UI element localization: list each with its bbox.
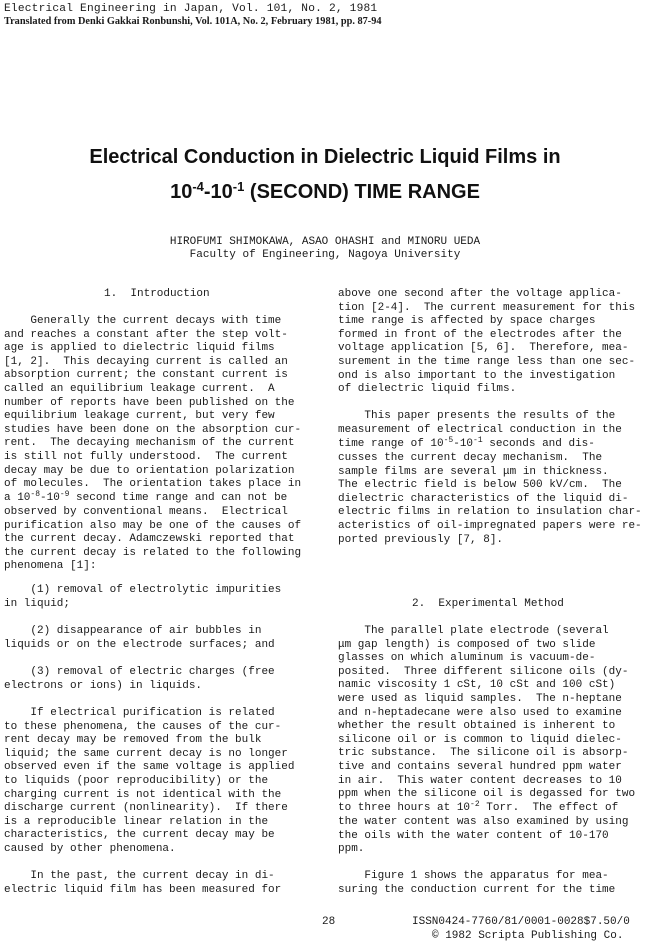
section1-para3	[4, 870, 314, 897]
text-line: studies have been done on the absorption cur-	[4, 423, 302, 436]
text-line: is still not fully understood. The current	[4, 450, 288, 463]
text-line: tric substance. The silicone oil is absorp-	[338, 747, 629, 760]
text-line: purification also may be one of the causes of	[4, 519, 302, 532]
text-line: equilibrium leakage current, but very few	[4, 410, 275, 423]
text-line: the oils with the water content of 10-170	[338, 829, 609, 842]
text-line: the current decay. Adamczewski reported that	[4, 533, 295, 546]
section1-item1	[4, 584, 314, 611]
exp-line-c: second time range and can not be	[69, 492, 288, 504]
text-line: tion [2-4]. The current measurement for this	[338, 301, 636, 314]
text-line: rent. The decaying mechanism of the current	[4, 437, 295, 450]
section2-para1b	[338, 816, 648, 857]
text-line: caused by other phenomena.	[4, 842, 176, 855]
right-exp-line	[338, 438, 648, 452]
right-para2-rest	[338, 452, 648, 547]
section2-para1	[338, 625, 648, 802]
text-line: namic viscosity 1 cSt, 10 cSt and 100 cSt)	[338, 679, 616, 692]
title-exp-2: -1	[232, 179, 245, 194]
text-line: ond is also important to the investigation	[338, 369, 616, 382]
journal-header-line1: Electrical Engineering in Japan, Vol. 101, No. 2, 1981	[4, 3, 378, 15]
section1-item2	[4, 625, 314, 652]
exp-line-a: a 10	[4, 492, 31, 504]
exp-line-c: seconds and dis-	[482, 438, 595, 450]
text-line: time range is affected by space charges	[338, 315, 596, 328]
text-line: and n-heptadecane were also used to examine	[338, 706, 622, 719]
section2-heading: 2. Experimental Method	[412, 598, 564, 610]
paper-title-line1: Electrical Conduction in Dielectric Liquid Films in	[89, 146, 561, 168]
text-line: called an equilibrium leakage current. A	[4, 382, 275, 395]
text-line: in air. This water content decreases to 10	[338, 774, 622, 787]
text-line: characteristics, the current decay may be	[4, 829, 275, 842]
text-line: were used as liquid samples. The n-heptane	[338, 692, 622, 705]
exp-line-e1: -2	[470, 800, 480, 809]
authors: HIROFUMI SHIMOKAWA, ASAO OHASHI and MINORU UEDA	[169, 236, 481, 248]
text-line: number of reports have been published on the	[4, 396, 295, 409]
text-line: If electrical purification is related	[4, 707, 275, 719]
text-line: (3) removal of electric charges (free	[4, 666, 275, 678]
text-line: tive and contains several hundred ppm water	[338, 760, 622, 773]
text-line: dielectric characteristics of the liquid di-	[338, 492, 629, 505]
text-line: glasses on which aluminum is vacuum-de-	[338, 652, 596, 665]
text-line: [1, 2]. This decaying current is called an	[4, 355, 288, 368]
text-line: absorption current; the constant current is	[4, 369, 288, 382]
section1-para2	[4, 707, 314, 857]
section1-exp-line	[4, 492, 314, 506]
exp-line-e1: -8	[30, 490, 41, 499]
text-line: formed in front of the electrodes after the	[338, 328, 622, 341]
exp-line-e2: -9	[59, 490, 70, 499]
text-line: and reaches a constant after the step volt-	[4, 328, 288, 341]
text-line: the current decay is related to the following	[4, 546, 302, 559]
section2-para2	[338, 870, 648, 897]
section1-heading: 1. Introduction	[104, 288, 210, 300]
text-line: ppm.	[338, 843, 365, 856]
text-line: liquid; the same current decay is no longer	[4, 747, 288, 760]
text-line: rent decay may be removed from the bulk	[4, 734, 262, 747]
text-line: charging current is not identical with the	[4, 788, 282, 801]
text-line: in liquid;	[4, 597, 71, 610]
text-line: discharge current (nonlinearity). If there	[4, 802, 288, 815]
title-exp-1: -4	[192, 179, 204, 194]
title-rest: (SECOND) TIME RANGE	[244, 181, 480, 203]
text-line: of dielectric liquid films.	[338, 383, 517, 396]
text-line: age is applied to dielectric liquid films	[4, 342, 275, 355]
text-line: The electric field is below 500 kV/cm. The	[338, 479, 622, 492]
right-para2-second: measurement of electrical conduction in the	[338, 424, 622, 436]
text-line: μm gap length) is composed of two slide	[338, 638, 596, 651]
text-line: surement in the time range less than one sec-	[338, 355, 636, 368]
text-line: electric liquid film has been measured for	[4, 883, 282, 896]
text-line: (2) disappearance of air bubbles in	[4, 625, 262, 637]
text-line: (1) removal of electrolytic impurities	[4, 584, 282, 596]
text-line: In the past, the current decay in di-	[4, 870, 275, 882]
copyright: © 1982 Scripta Publishing Co.	[432, 930, 624, 942]
text-line: The parallel plate electrode (several	[338, 625, 609, 637]
section1-para1	[4, 315, 314, 492]
text-line: suring the conduction current for the time	[338, 883, 616, 896]
text-line: posited. Three different silicone oils (dy-	[338, 665, 629, 678]
text-line: liquids or on the electrode surfaces; and	[4, 638, 275, 651]
exp-line-b: -10	[40, 492, 60, 504]
title-base-2: -10	[203, 181, 233, 203]
issn: ISSN0424-7760/81/0001-0028$7.50/0	[412, 916, 630, 928]
journal-header-line2: Translated from Denki Gakkai Ronbunshi, Vol. 101A, No. 2, February 1981, pp. 87-94	[4, 16, 382, 27]
text-line: to liquids (poor reproducibility) or the	[4, 774, 269, 787]
text-line: ported previously [7, 8].	[338, 533, 504, 546]
text-line: the water content was also examined by using	[338, 816, 629, 828]
text-line: Generally the current decays with time	[4, 315, 282, 327]
text-line: above one second after the voltage applica-	[338, 288, 622, 300]
text-line: phenomena [1]:	[4, 560, 97, 573]
text-line: voltage application [5, 6]. Therefore, mea-	[338, 342, 629, 355]
text-line: electric films in relation to insulation char-	[338, 506, 642, 519]
exp-line-e2: -1	[473, 436, 483, 445]
page-number: 28	[322, 916, 336, 928]
text-line: is a reproducible linear relation in the	[4, 815, 269, 828]
title-base-1: 10	[170, 181, 193, 203]
exp-line-e1: -5	[443, 436, 454, 445]
text-line: cusses the current decay mechanism. The	[338, 452, 603, 464]
text-line: silicone oil or is common to liquid dielec-	[338, 733, 622, 746]
text-line: acteristics of oil-impregnated papers were re-	[338, 519, 642, 532]
text-line: of molecules. The orientation takes place in	[4, 478, 302, 491]
right-para2-first: This paper presents the results of the	[338, 410, 616, 422]
right-para1	[338, 288, 648, 397]
paper-title-line2	[0, 181, 650, 204]
text-line: decay may be due to orientation polarization	[4, 464, 295, 477]
exp-line-a: time range of 10	[338, 438, 444, 450]
text-line: Figure 1 shows the apparatus for mea-	[338, 870, 609, 882]
exp-line-b: Torr. The effect of	[479, 802, 619, 814]
exp-line-b: -10	[453, 438, 474, 450]
section2-exp-line	[338, 802, 648, 816]
affiliation: Faculty of Engineering, Nagoya University	[189, 249, 461, 261]
text-line: observed by conventional means. Electrical	[4, 506, 288, 518]
section1-para1b	[4, 506, 314, 574]
text-line: to these phenomena, the causes of the cur-	[4, 720, 282, 733]
text-line: ppm when the silicone oil is degassed for two	[338, 788, 636, 801]
exp-line-a: to three hours at 10	[338, 802, 471, 814]
text-line: electrons or ions) in liquids.	[4, 679, 203, 692]
text-line: whether the result obtained is inherent to	[338, 720, 616, 733]
text-line: sample films are several μm in thickness.	[338, 465, 609, 478]
section1-item3	[4, 666, 314, 693]
text-line: observed even if the same voltage is applied	[4, 761, 295, 774]
